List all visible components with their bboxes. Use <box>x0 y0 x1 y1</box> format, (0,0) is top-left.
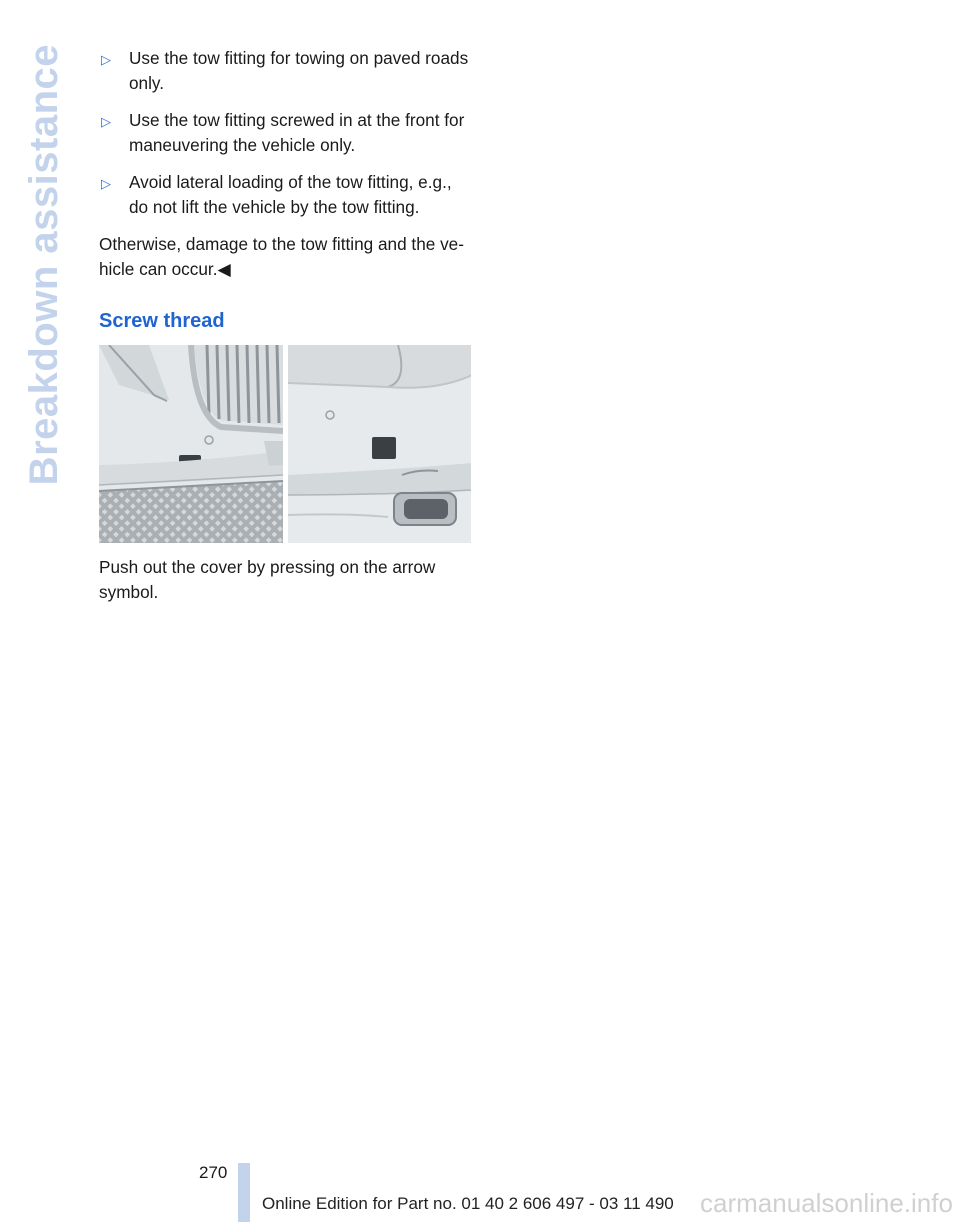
bullet-item <box>99 46 475 96</box>
bullet-text: Use the tow fitting screwed in at the front for maneuvering the vehicle only. <box>129 110 465 155</box>
page-content <box>99 46 475 605</box>
edition-footer: Online Edition for Part no. 01 40 2 606 497 - 03 11 490 <box>262 1194 674 1213</box>
triangle-bullet-icon: ▷ <box>101 114 111 129</box>
bullet-item <box>99 108 475 158</box>
section-heading: Screw thread <box>99 310 225 332</box>
watermark: carmanualsonline.info <box>700 1188 953 1218</box>
triangle-bullet-icon: ▷ <box>101 176 111 191</box>
warning-paragraph: Otherwise, damage to the tow fitting and the ve-hicle can occur.◀ <box>99 234 464 279</box>
front-bumper-illustration <box>99 345 283 543</box>
footer-accent-bar <box>238 1163 250 1222</box>
bullet-text: Use the tow fitting for towing on paved roads only. <box>129 48 469 93</box>
bullet-text: Avoid lateral loading of the tow fitting, e.g., do not lift the vehicle by the tow fitting. <box>129 172 452 217</box>
triangle-bullet-icon: ▷ <box>101 52 111 67</box>
illustration-pair <box>99 345 471 543</box>
page-number: 270 <box>199 1163 228 1182</box>
bullet-item <box>99 170 475 220</box>
side-chapter-title-text: Breakdown assistance <box>21 44 66 486</box>
side-chapter-title <box>21 44 66 486</box>
figure-caption: Push out the cover by pressing on the arrow symbol. <box>99 557 436 602</box>
rear-bumper-illustration <box>288 345 472 543</box>
